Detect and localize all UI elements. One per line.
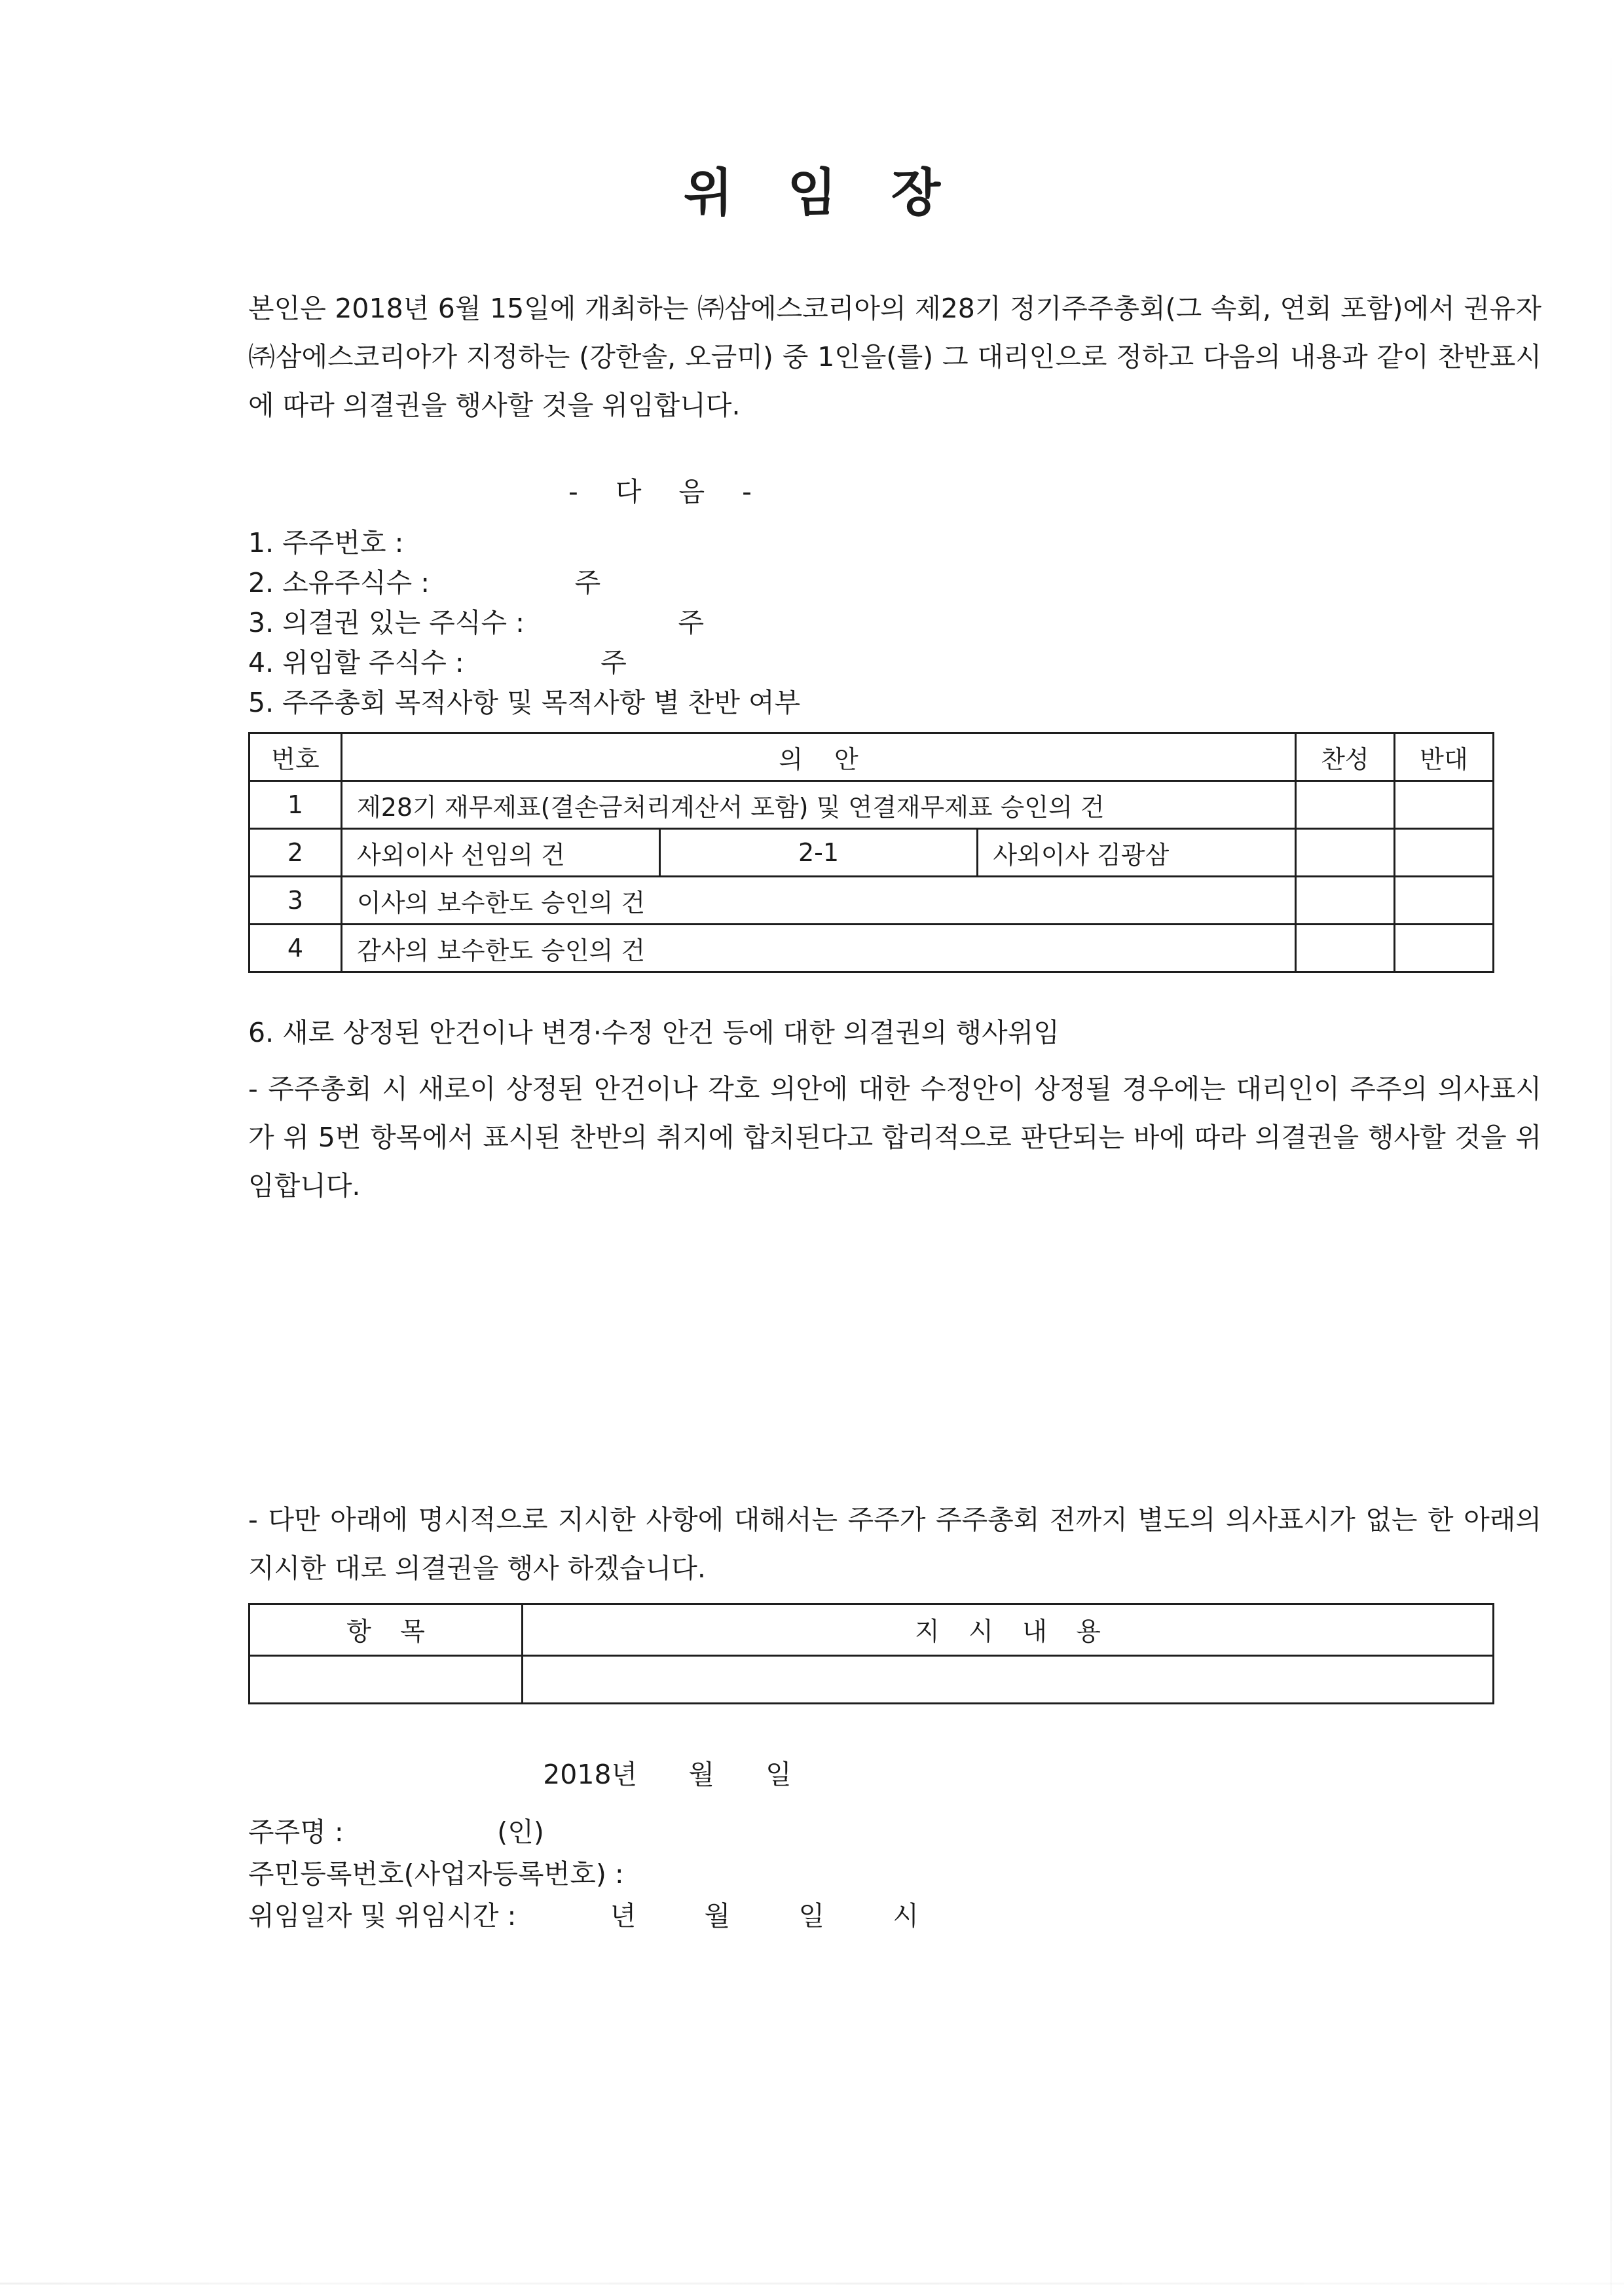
cell-agenda-title: 이사의 보수한도 승인의 건	[342, 877, 1296, 925]
cell-item-input[interactable]	[249, 1656, 523, 1704]
cell-row-number: 2	[249, 829, 342, 877]
date-line: 2018년 월 일	[543, 1759, 792, 1790]
checkbox-approve[interactable]	[1296, 781, 1395, 829]
field-shareholder-name[interactable]: 주주명 : (인)	[248, 1816, 544, 1848]
table-row	[249, 781, 1494, 829]
clause7-body: - 다만 아래에 명시적으로 지시한 사항에 대해서는 주주가 주주총회 전까지 별도의 의사표시가 없는 한 아래의 지시한 대로 의결권을 행사 하겠습니다.	[248, 1504, 1541, 1584]
list-item-delegated-shares: 4. 위임할 주식수 : 주	[248, 647, 627, 678]
column-header-number: 번호	[249, 733, 342, 781]
column-header-detail: 지 시 내 용	[523, 1604, 1494, 1656]
checkbox-oppose[interactable]	[1395, 829, 1494, 877]
cell-agenda-title: 감사의 보수한도 승인의 건	[342, 925, 1296, 972]
list-item-voting-shares: 3. 의결권 있는 주식수 : 주	[248, 607, 705, 638]
cell-row-number: 3	[249, 877, 342, 925]
column-header-oppose: 반대	[1395, 733, 1494, 781]
agenda-table-body	[249, 781, 1494, 972]
cell-agenda-title: 제28기 재무제표(결손금처리계산서 포함) 및 연결재무제표 승인의 건	[342, 781, 1296, 829]
agenda-table-header	[249, 733, 1494, 781]
field-delegation-datetime[interactable]: 위임일자 및 위임시간 : 년 월 일 시	[248, 1900, 919, 1932]
instruction-table-header	[249, 1604, 1494, 1656]
list-item-agenda-heading: 5. 주주총회 목적사항 및 목적사항 별 찬반 여부	[248, 687, 801, 718]
cell-row-number: 1	[249, 781, 342, 829]
page-title: 위 임 장	[683, 164, 959, 223]
checkbox-approve[interactable]	[1296, 925, 1395, 972]
table-row	[249, 1656, 1494, 1704]
daeum-marker: - 다 음 -	[568, 476, 766, 507]
column-header-agenda: 의 안	[342, 733, 1296, 781]
table-row	[249, 925, 1494, 972]
cell-detail-input[interactable]	[523, 1656, 1494, 1704]
list-item-owned-shares: 2. 소유주식수 : 주	[248, 567, 601, 598]
column-header-approve: 찬성	[1296, 733, 1395, 781]
cell-row-number: 4	[249, 925, 342, 972]
table-header-row	[249, 1604, 1494, 1656]
table-row	[249, 829, 1494, 877]
checkbox-approve[interactable]	[1296, 829, 1395, 877]
intro-paragraph: 본인은 2018년 6월 15일에 개최하는 ㈜삼에스코리아의 제28기 정기주주총회(그 속회, 연회 포함)에서 권유자 ㈜삼에스코리아가 지정하는 (강한솔, 오금미) 중 1인을(를) 그 대리인으로 정하고 다음의 내용과 같이 찬반표시에 따라 의결권을 행사할 것을 위임합니다.	[248, 293, 1541, 421]
table-row	[249, 877, 1494, 925]
instruction-table-body	[249, 1656, 1494, 1704]
blank-space	[248, 1210, 1545, 1496]
checkbox-oppose[interactable]	[1395, 877, 1494, 925]
signature-block	[248, 1791, 1545, 1937]
cell-sub-number: 2-1	[659, 829, 978, 877]
scan-edge-bottom	[0, 2283, 1624, 2285]
cell-sub-title: 사외이사 김광삼	[978, 829, 1296, 877]
clause6-body: - 주주총회 시 새로이 상정된 안건이나 각호 의안에 대한 수정안이 상정될 경우에는 대리인이 주주의 의사표시가 위 5번 항목에서 표시된 찬반의 취지에 합치된다고 합리적으로 판단되는 바에 따라 의결권을 행사할 것을 위임합니다.	[248, 1073, 1541, 1202]
field-registration-number[interactable]: 주민등록번호(사업자등록번호) :	[248, 1858, 624, 1890]
clause6-heading: 6. 새로 상정된 안건이나 변경·수정 안건 등에 대한 의결권의 행사위임	[248, 1017, 1060, 1048]
document-body	[79, 225, 1545, 1937]
checkbox-approve[interactable]	[1296, 877, 1395, 925]
checkbox-oppose[interactable]	[1395, 925, 1494, 972]
cell-agenda-title: 사외이사 선임의 건	[342, 829, 660, 877]
instruction-table	[248, 1603, 1494, 1704]
column-header-item: 항 목	[249, 1604, 523, 1656]
agenda-table	[248, 732, 1494, 973]
list-item-shareholder-number: 1. 주주번호 :	[248, 527, 404, 559]
checkbox-oppose[interactable]	[1395, 781, 1494, 829]
table-header-row	[249, 733, 1494, 781]
numbered-items-list	[248, 509, 1545, 723]
